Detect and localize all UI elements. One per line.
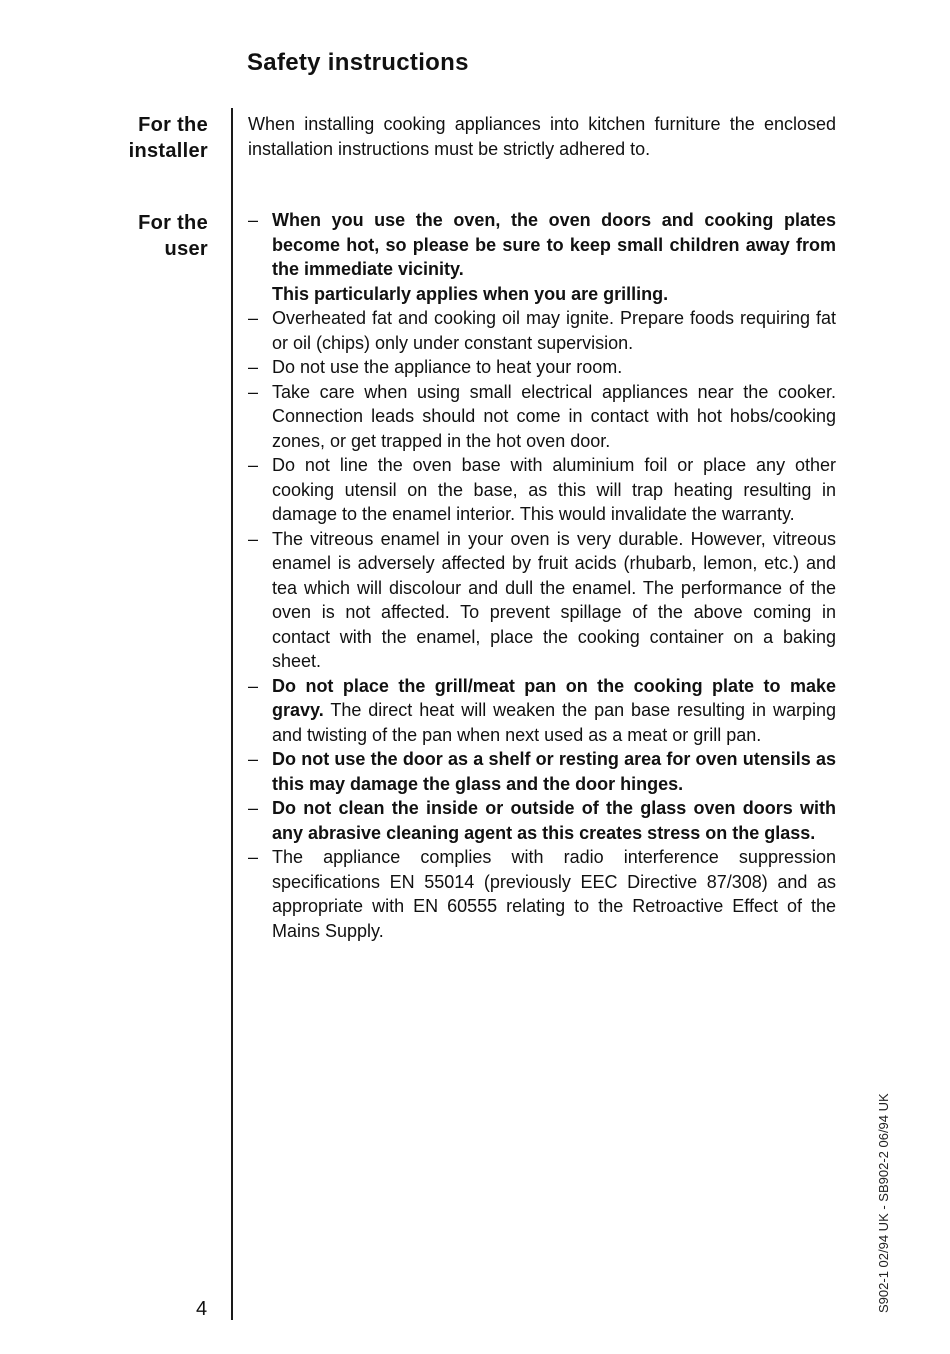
document-code: S902-1 02/94 UK - SB902-2 06/94 UK bbox=[876, 1093, 891, 1313]
list-item bbox=[248, 674, 836, 748]
list-item bbox=[248, 747, 836, 796]
page-number: 4 bbox=[196, 1298, 208, 1320]
list-item-text: The vitreous enamel in your oven is very durable. However, vitreous enamel is adversely affected by fruit acids (rhubarb, lemon, etc.) and tea which will discolour and dull the enamel. The performance of the oven is not affected. To prevent spillage of the above coming in contact with the enamel, place the cooking container on a baking sheet. bbox=[272, 528, 836, 671]
list-dash: – bbox=[248, 528, 259, 549]
list-dash: – bbox=[248, 455, 259, 475]
list-dash: – bbox=[248, 210, 259, 230]
list-item bbox=[248, 845, 836, 943]
list-dash: – bbox=[248, 381, 259, 402]
list-dash: – bbox=[248, 749, 259, 769]
list-item-text: The appliance complies with radio interference suppression specifications EN 55014 (previously EEC Directive 87/308) and as appropriate with EN 60555 relating to the Retroactive Effect of the Mains Supply. bbox=[272, 847, 836, 941]
user-label-line2: user bbox=[164, 238, 208, 260]
installer-label-line2: installer bbox=[128, 140, 208, 162]
list-item bbox=[248, 306, 836, 355]
list-dash: – bbox=[248, 357, 259, 377]
list-item-text: Overheated fat and cooking oil may ignite. Prepare foods requiring fat or oil (chips) only under constant supervision. bbox=[272, 308, 836, 353]
list-item-text: The direct heat will weaken the pan base resulting in warping and twisting of the pan when next used as a meat or grill pan. bbox=[272, 700, 836, 745]
list-dash: – bbox=[248, 798, 259, 818]
vertical-divider bbox=[231, 108, 233, 1320]
list-item-bold-text-2: This particularly applies when you are grilling. bbox=[272, 283, 669, 304]
list-item bbox=[248, 796, 836, 845]
user-instructions-list bbox=[248, 208, 836, 943]
list-item-bold-text: When you use the oven, the oven doors and cooking plates become hot, so please be sure to keep small children away from the immediate vicinity. bbox=[272, 210, 836, 279]
installer-section-label bbox=[60, 112, 208, 164]
list-dash: – bbox=[248, 847, 259, 867]
list-item bbox=[248, 208, 836, 306]
list-item bbox=[248, 453, 836, 527]
user-label-line1: For the bbox=[138, 212, 208, 234]
installer-instructions: When installing cooking appliances into kitchen furniture the enclosed installation instructions must be strictly adhered to. bbox=[248, 114, 836, 159]
list-dash: – bbox=[248, 675, 259, 696]
list-item-text: Take care when using small electrical appliances near the cooker. Connection leads should not come in contact with hot hobs/cooking zones, or get trapped in the hot oven door. bbox=[272, 381, 836, 451]
list-item-bold-text: Do not use the door as a shelf or resting area for oven utensils as this may damage the glass and the door hinges. bbox=[272, 749, 836, 794]
installer-label-line1: For the bbox=[138, 114, 208, 136]
user-section-label bbox=[60, 210, 208, 262]
list-item bbox=[248, 527, 836, 674]
list-item-text: Do not use the appliance to heat your room. bbox=[272, 357, 623, 377]
list-item-text: Do not line the oven base with aluminium foil or place any other cooking utensil on the base, as this will trap heating resulting in damage to the enamel interior. This would invalidate the warranty. bbox=[272, 455, 836, 524]
list-dash: – bbox=[248, 308, 259, 328]
list-item-bold-text: Do not clean the inside or outside of the glass oven doors with any abrasive cleaning agent as this creates stress on the glass. bbox=[272, 798, 836, 843]
page-title: Safety instructions bbox=[247, 49, 469, 76]
list-item bbox=[248, 355, 836, 380]
list-item-bold-text: Do not place the grill/meat pan on the cooking plate to make gravy. bbox=[272, 675, 836, 720]
list-item bbox=[248, 380, 836, 454]
